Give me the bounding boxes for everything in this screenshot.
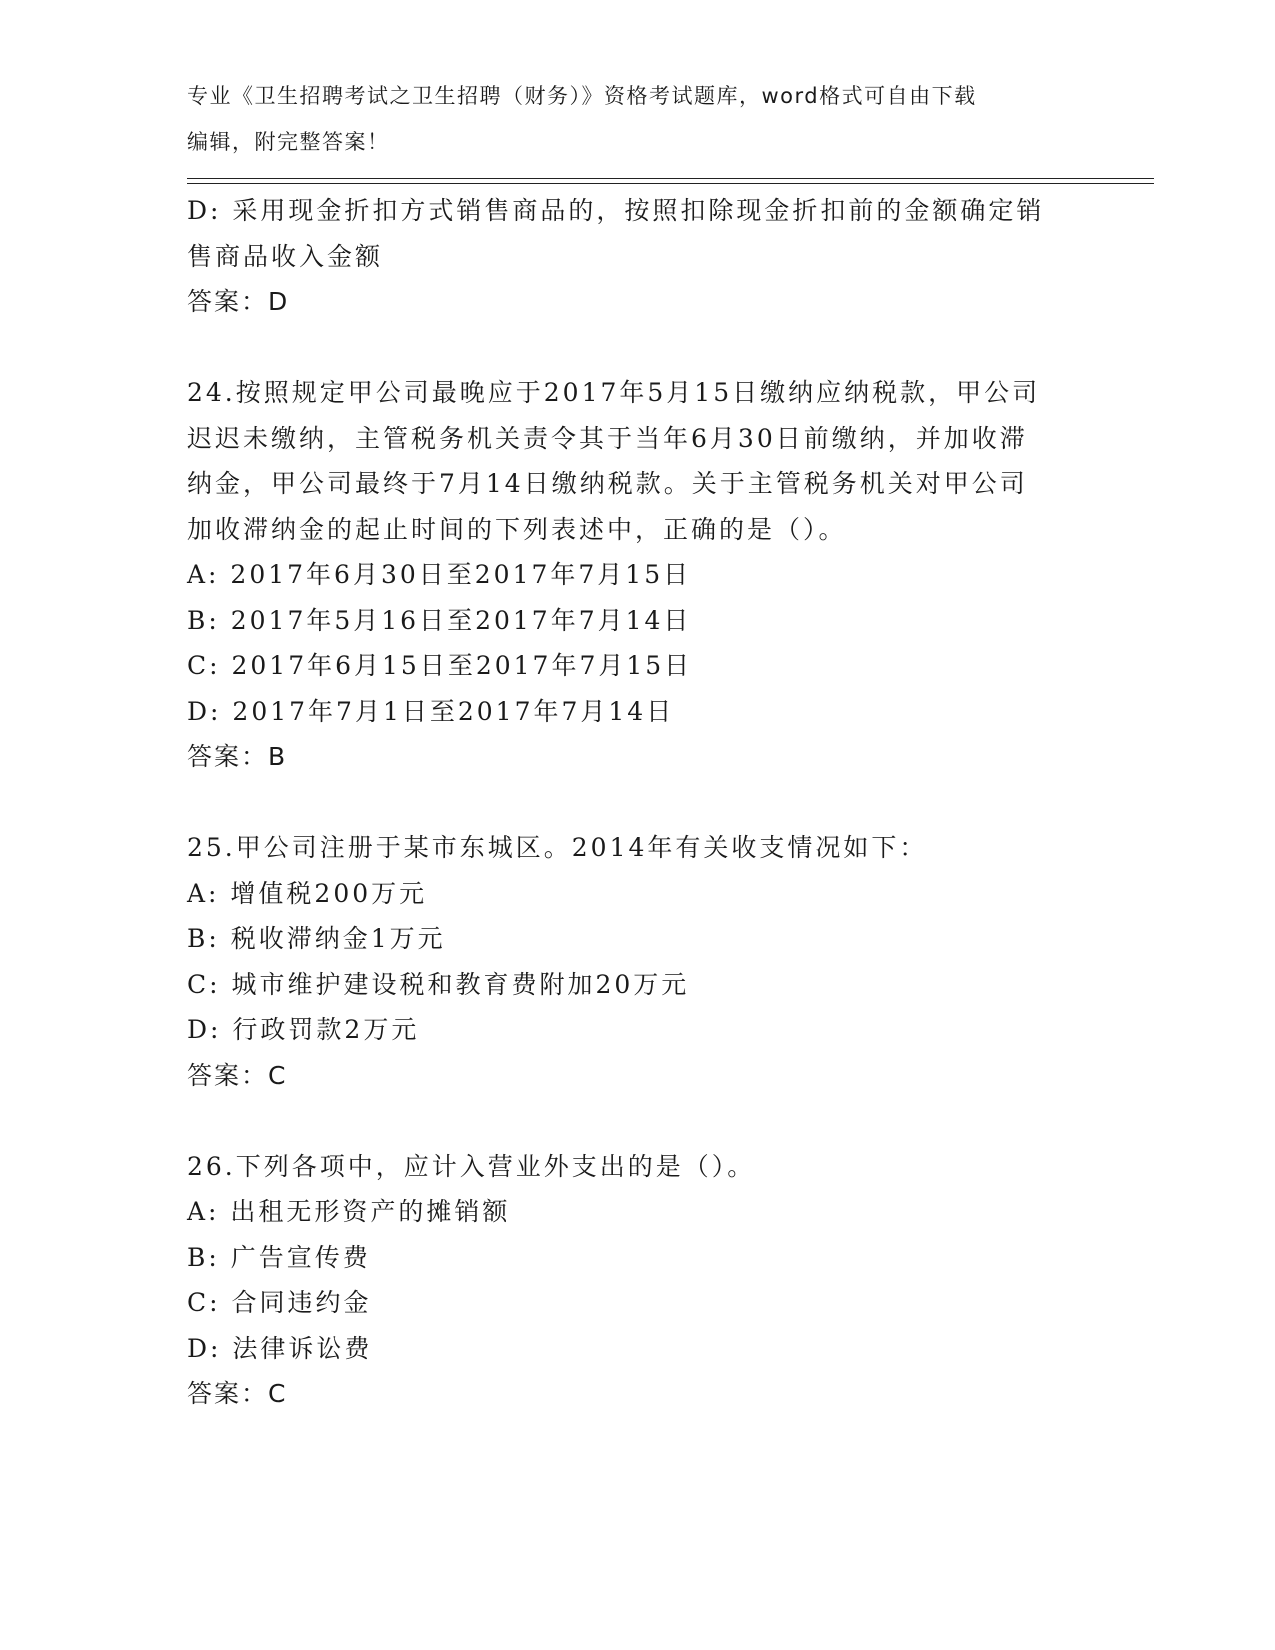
- question-stem: 24.按照规定甲公司最晚应于2017年5月15日缴纳应纳税款，甲公司: [187, 378, 1041, 407]
- question-stem: 纳金，甲公司最终于7月14日缴纳税款。关于主管税务机关对甲公司: [187, 469, 1028, 498]
- spacer: [187, 780, 1107, 826]
- option-text: 售商品收入金额: [187, 241, 384, 271]
- question-24: [187, 370, 1107, 780]
- question-stem: 25.甲公司注册于某市东城区。2014年有关收支情况如下：: [187, 833, 928, 862]
- answer-line: 答案：C: [187, 1060, 288, 1090]
- option-b: B: 广告宣传费: [187, 1242, 371, 1272]
- option-c: C: 2017年6月15日至2017年7月15日: [187, 651, 693, 680]
- option-c: C: 城市维护建设税和教育费附加20万元: [187, 969, 690, 999]
- answer-line: 答案：C: [187, 1379, 288, 1408]
- question-25: [187, 825, 1107, 1098]
- option-a: A: 增值税200万元: [187, 878, 428, 908]
- option-a: A: 出租无形资产的摊销额: [187, 1197, 511, 1226]
- continued-question: [187, 188, 1107, 325]
- option-a: A: 2017年6月30日至2017年7月15日: [187, 560, 692, 589]
- option-b: B: 2017年5月16日至2017年7月14日: [187, 605, 692, 635]
- answer-line: 答案：D: [187, 287, 290, 316]
- header-line-1: 专业《卫生招聘考试之卫生招聘（财务）》资格考试题库，word格式可自由下载: [187, 84, 977, 108]
- question-stem: 迟迟未缴纳，主管税务机关责令其于当年6月30日前缴纳，并加收滞: [187, 423, 1028, 453]
- spacer: [187, 1098, 1107, 1144]
- header-divider-thick: [187, 178, 1154, 179]
- question-26: [187, 1144, 1107, 1417]
- option-b: B: 税收滞纳金1万元: [187, 924, 446, 953]
- option-d: D: 法律诉讼费: [187, 1333, 373, 1363]
- header-divider-thin: [187, 183, 1154, 184]
- page-header: [187, 74, 1087, 165]
- question-stem: 26.下列各项中，应计入营业外支出的是（）。: [187, 1151, 756, 1181]
- spacer: [187, 325, 1107, 371]
- option-c: C: 合同违约金: [187, 1288, 372, 1317]
- header-line-2: 编辑，附完整答案！: [187, 129, 390, 154]
- option-text: D: 采用现金折扣方式销售商品的，按照扣除现金折扣前的金额确定销: [187, 196, 1045, 225]
- question-stem: 加收滞纳金的起止时间的下列表述中，正确的是（）。: [187, 514, 847, 544]
- question-list: [187, 188, 1107, 1417]
- option-d: D: 2017年7月1日至2017年7月14日: [187, 696, 675, 726]
- option-d: D: 行政罚款2万元: [187, 1015, 420, 1044]
- answer-line: 答案：B: [187, 742, 288, 771]
